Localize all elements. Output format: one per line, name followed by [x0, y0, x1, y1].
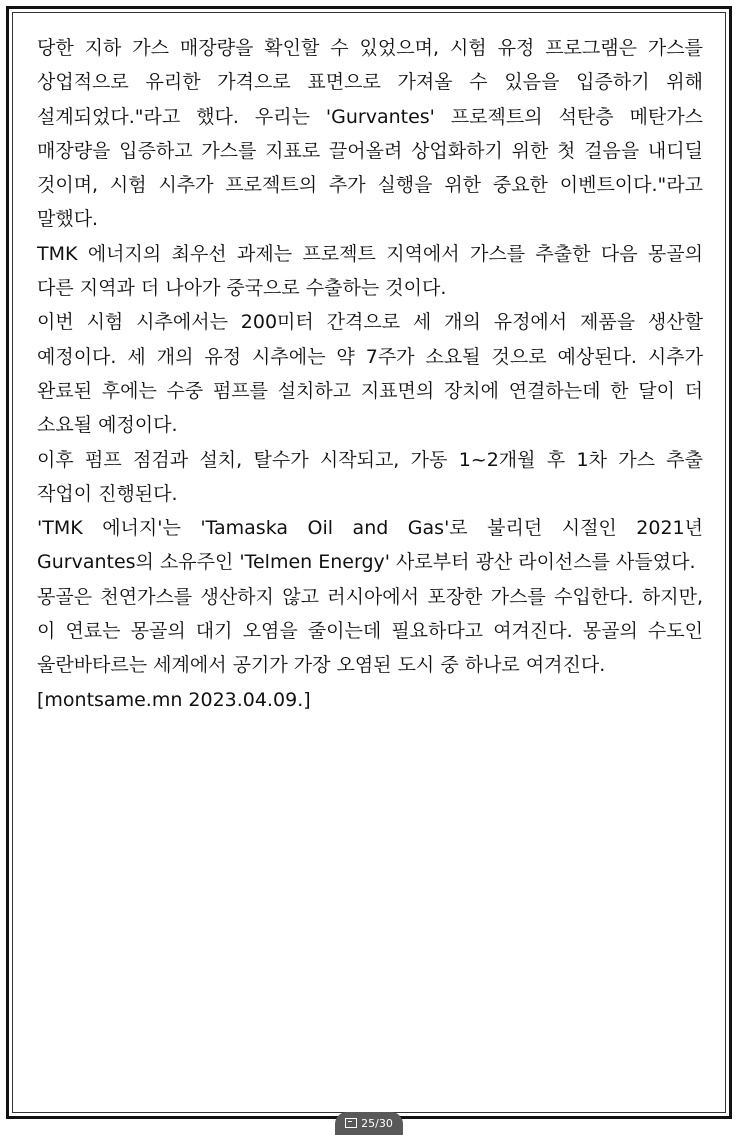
page-number-label: 25/30: [361, 1117, 393, 1130]
source-citation: [montsame.mn 2023.04.09.]: [37, 688, 311, 711]
page-icon: [345, 1118, 357, 1128]
paragraph: 당한 지하 가스 매장량을 확인할 수 있었으며, 시험 유정 프로그램은 가스를 상업적으로 유리한 가격으로 표면으로 가져올 수 있음을 입증하기 위해 설계되었다."라고 했다. 우리는 'Gurvantes' 프로젝트의 석탄층 메탄가스 매장량을 입증하고 가스를 지표로 끌어올려 상업화하기 위한 첫 걸음을 내디딜 것이며, 시험 시추가 프로젝트의 추가 실행을 위한 중요한 이벤트이다."라고 말했다.: [37, 37, 703, 231]
document-body: [37, 31, 703, 717]
paragraph: 이번 시험 시추에서는 200미터 간격으로 세 개의 유정에서 제품을 생산할 예정이다. 세 개의 유정 시추에는 약 7주가 소요될 것으로 예상된다. 시추가 완료된 후에는 수중 펌프를 설치하고 지표면의 장치에 연결하는데 한 달이 더 소요될 예정이다.: [37, 311, 703, 437]
paragraph: 'TMK 에너지'는 'Tamaska Oil and Gas'로 불리던 시절인 2021년 Gurvantes의 소유주인 'Telmen Energy' 사로부터 광산 라이선스를 사들였다.: [37, 517, 703, 574]
page-indicator[interactable]: [335, 1112, 403, 1135]
paragraph: TMK 에너지의 최우선 과제는 프로젝트 지역에서 가스를 추출한 다음 몽골의 다른 지역과 더 나아가 중국으로 수출하는 것이다.: [37, 242, 703, 300]
paragraph: 이후 펌프 점검과 설치, 탈수가 시작되고, 가동 1~2개월 후 1차 가스 추출 작업이 진행된다.: [37, 448, 703, 505]
paragraph: 몽골은 천연가스를 생산하지 않고 러시아에서 포장한 가스를 수입한다. 하지만, 이 연료는 몽골의 대기 오염을 줄이는데 필요하다고 여겨진다. 몽골의 수도인 울란바타르는 세계에서 공기가 가장 오염된 도시 중 하나로 여겨진다.: [37, 585, 703, 677]
